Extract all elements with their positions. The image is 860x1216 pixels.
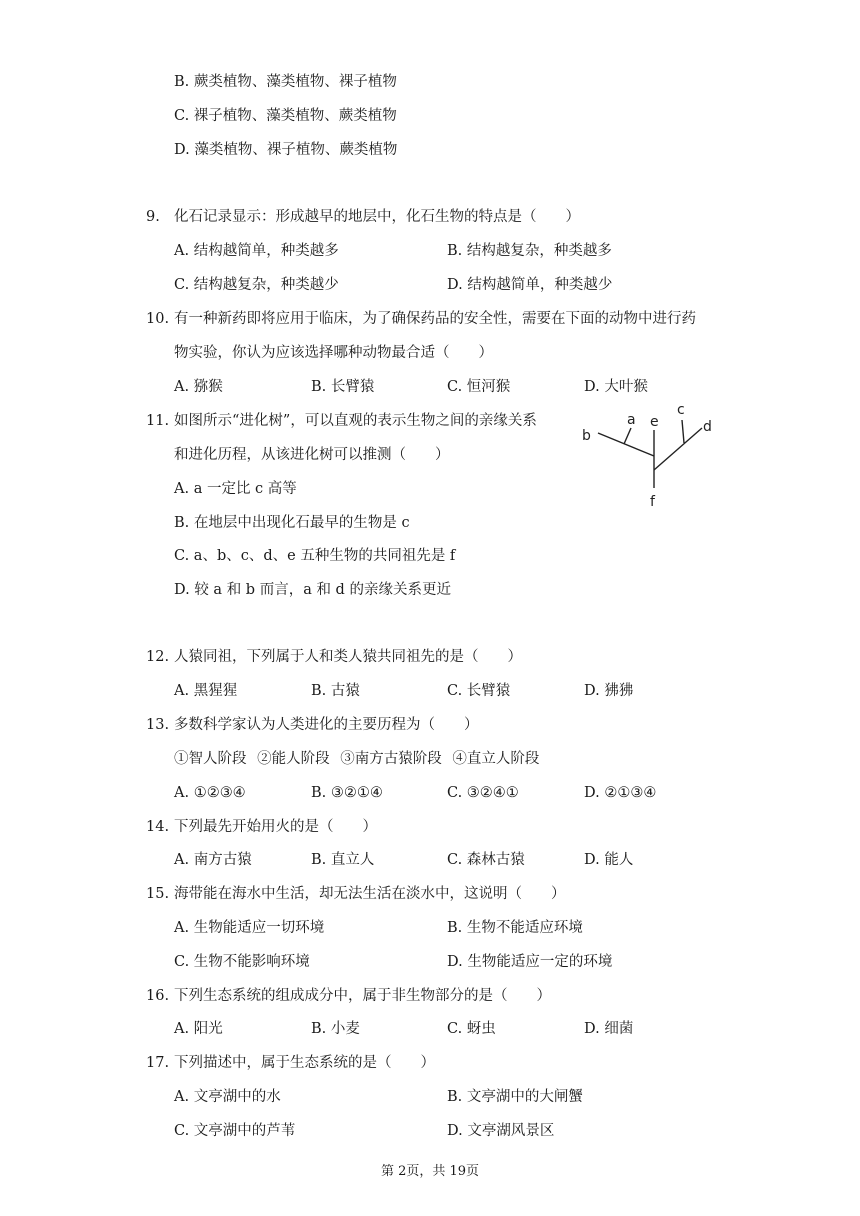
q13-stem: 多数科学家认为人类进化的主要历程为（ ） [174, 717, 479, 733]
q12-stem: 人猿同祖，下列属于人和类人猿共同祖先的是（ ） [174, 649, 522, 665]
q9-option-b: B. 结构越复杂，种类越多 [447, 243, 612, 259]
q12-option-a: A. 黑猩猩 [174, 683, 238, 699]
q11-stem-line1: 如图所示“进化树”，可以直观的表示生物之间的亲缘关系 [174, 413, 537, 429]
q10-option-d: D. 大叶猴 [584, 379, 648, 395]
q15-option-b: B. 生物不能适应环境 [447, 920, 583, 936]
q8-option-b: B. 蕨类植物、藻类植物、裸子植物 [174, 74, 397, 90]
q14-option-d: D. 能人 [584, 852, 634, 868]
tree-label-c: c [677, 402, 685, 418]
q15-number: 15. [146, 886, 170, 902]
q11-stem-line2: 和进化历程，从该进化树可以推测（ ） [174, 447, 450, 463]
q10-number: 10. [146, 311, 170, 327]
q9-option-d: D. 结构越简单，种类越少 [447, 277, 613, 293]
q11-option-c: C. a、b、c、d、e 五种生物的共同祖先是 f [174, 548, 456, 564]
q14-number: 14. [146, 819, 170, 835]
q14-option-b: B. 直立人 [311, 852, 375, 868]
q15-option-a: A. 生物能适应一切环境 [174, 920, 325, 936]
q12-number: 12. [146, 649, 170, 665]
q17-option-b: B. 文亭湖中的大闸蟹 [447, 1089, 583, 1105]
q14-option-a: A. 南方古猿 [174, 852, 252, 868]
q15-stem: 海带能在海水中生活，却无法生活在淡水中，这说明（ ） [174, 886, 566, 902]
tree-label-a: a [627, 412, 636, 428]
q15-option-c: C. 生物不能影响环境 [174, 954, 310, 970]
q9-option-a: A. 结构越简单，种类越多 [174, 243, 339, 259]
q17-number: 17. [146, 1055, 170, 1071]
q16-option-a: A. 阳光 [174, 1021, 223, 1037]
q9-stem: 化石记录显示：形成越早的地层中，化石生物的特点是（ ） [174, 209, 580, 225]
q10-option-a: A. 猕猴 [174, 379, 223, 395]
q8-option-c: C. 裸子植物、藻类植物、蕨类植物 [174, 108, 397, 124]
q16-option-d: D. 细菌 [584, 1021, 634, 1037]
q10-stem-line2: 物实验，你认为应该选择哪种动物最合适（ ） [174, 345, 493, 361]
q17-option-c: C. 文亭湖中的芦苇 [174, 1123, 296, 1139]
tree-label-d: d [703, 419, 712, 435]
q10-option-b: B. 长臂猿 [311, 379, 375, 395]
q10-stem-line1: 有一种新药即将应用于临床，为了确保药品的安全性，需要在下面的动物中进行药 [174, 311, 696, 327]
q17-stem: 下列描述中，属于生态系统的是（ ） [174, 1055, 435, 1071]
q9-number: 9. [146, 209, 160, 225]
q16-option-b: B. 小麦 [311, 1021, 360, 1037]
q12-option-c: C. 长臂猿 [447, 683, 511, 699]
q16-option-c: C. 蚜虫 [447, 1021, 496, 1037]
q9-option-c: C. 结构越复杂，种类越少 [174, 277, 339, 293]
q8-option-d: D. 藻类植物、裸子植物、蕨类植物 [174, 142, 398, 158]
q16-number: 16. [146, 988, 170, 1004]
q12-option-d: D. 狒狒 [584, 683, 634, 699]
q13-number: 13. [146, 717, 170, 733]
tree-label-e: e [650, 414, 659, 430]
q12-option-b: B. 古猿 [311, 683, 360, 699]
q14-option-c: C. 森林古猿 [447, 852, 525, 868]
q14-stem: 下列最先开始用火的是（ ） [174, 819, 377, 835]
q13-option-b: B. ③②①④ [311, 785, 383, 801]
tree-label-f: f [650, 494, 655, 510]
q13-option-c: C. ③②④① [447, 785, 519, 801]
q10-option-c: C. 恒河猴 [447, 379, 511, 395]
q13-option-d: D. ②①③④ [584, 785, 657, 801]
q11-option-a: A. a 一定比 c 高等 [174, 481, 297, 497]
q11-option-b: B. 在地层中出现化石最早的生物是 c [174, 515, 410, 531]
q16-stem: 下列生态系统的组成成分中，属于非生物部分的是（ ） [174, 988, 551, 1004]
q13-option-a: A. ①②③④ [174, 785, 246, 801]
evolution-tree-diagram [576, 398, 726, 513]
page-footer: 第 2页，共 19页 [380, 1164, 480, 1179]
q11-option-d: D. 较 a 和 b 而言，a 和 d 的亲缘关系更近 [174, 582, 451, 598]
q17-option-d: D. 文亭湖风景区 [447, 1123, 555, 1139]
q13-stage-list: ①智人阶段 ②能人阶段 ③南方古猿阶段 ④直立人阶段 [174, 751, 540, 767]
q17-option-a: A. 文亭湖中的水 [174, 1089, 281, 1105]
q11-number: 11. [146, 413, 170, 429]
q15-option-d: D. 生物能适应一定的环境 [447, 954, 613, 970]
tree-label-b: b [582, 428, 591, 444]
